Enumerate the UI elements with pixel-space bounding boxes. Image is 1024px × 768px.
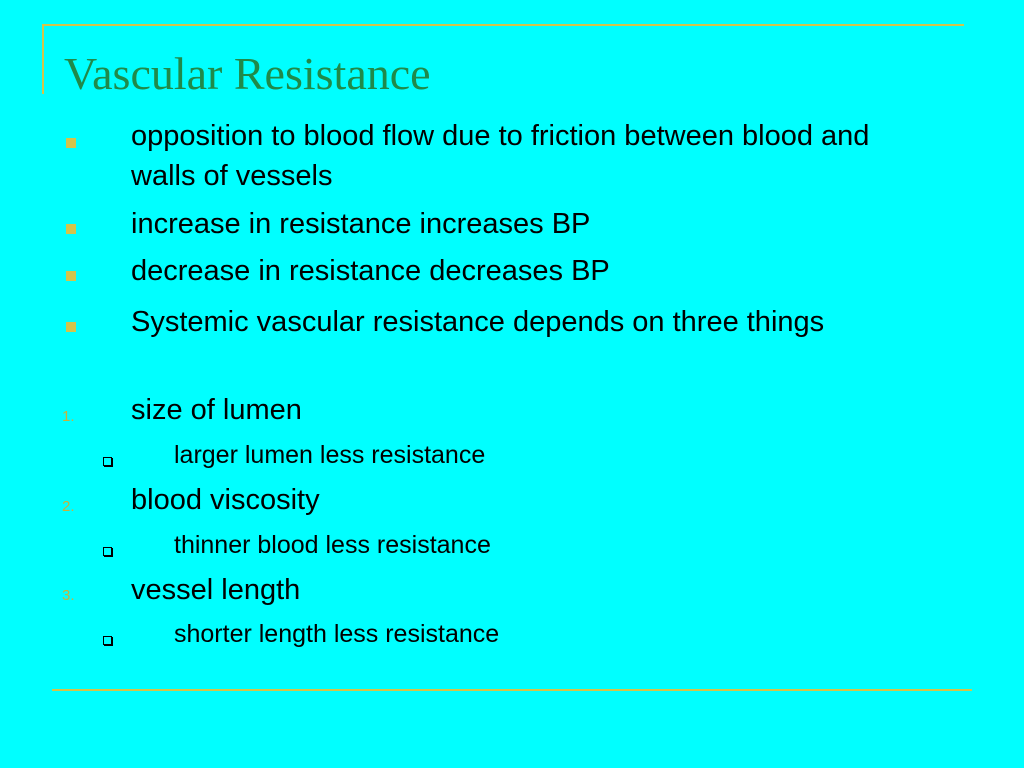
hollow-square-bullet-icon xyxy=(103,547,112,556)
numbered-item-text: blood viscosity xyxy=(131,484,320,516)
numbered-item-text: vessel length xyxy=(131,574,301,606)
numbered-item-text: size of lumen xyxy=(131,394,302,426)
sub-item-text: shorter length less resistance xyxy=(174,620,500,648)
sub-item-text: thinner blood less resistance xyxy=(174,531,491,559)
sub-item-text: larger lumen less resistance xyxy=(174,441,486,469)
list-number: 2. xyxy=(62,498,75,515)
bullet-text: Systemic vascular resistance depends on three things xyxy=(131,306,825,338)
bullet-text: increase in resistance increases BP xyxy=(131,208,591,240)
bullet-text: opposition to blood flow due to friction between blood and walls of vessels xyxy=(131,120,870,192)
square-bullet-icon xyxy=(66,224,76,234)
list-number: 3. xyxy=(62,587,75,604)
list-number: 1. xyxy=(62,408,75,425)
frame-bottom-rule xyxy=(52,689,972,691)
slide-title: Vascular Resistance xyxy=(64,48,431,99)
square-bullet-icon xyxy=(66,322,76,332)
square-bullet-icon xyxy=(66,271,76,281)
square-bullet-icon xyxy=(66,138,76,148)
hollow-square-bullet-icon xyxy=(103,636,112,645)
hollow-square-bullet-icon xyxy=(103,457,112,466)
bullet-text: decrease in resistance decreases BP xyxy=(131,255,610,287)
